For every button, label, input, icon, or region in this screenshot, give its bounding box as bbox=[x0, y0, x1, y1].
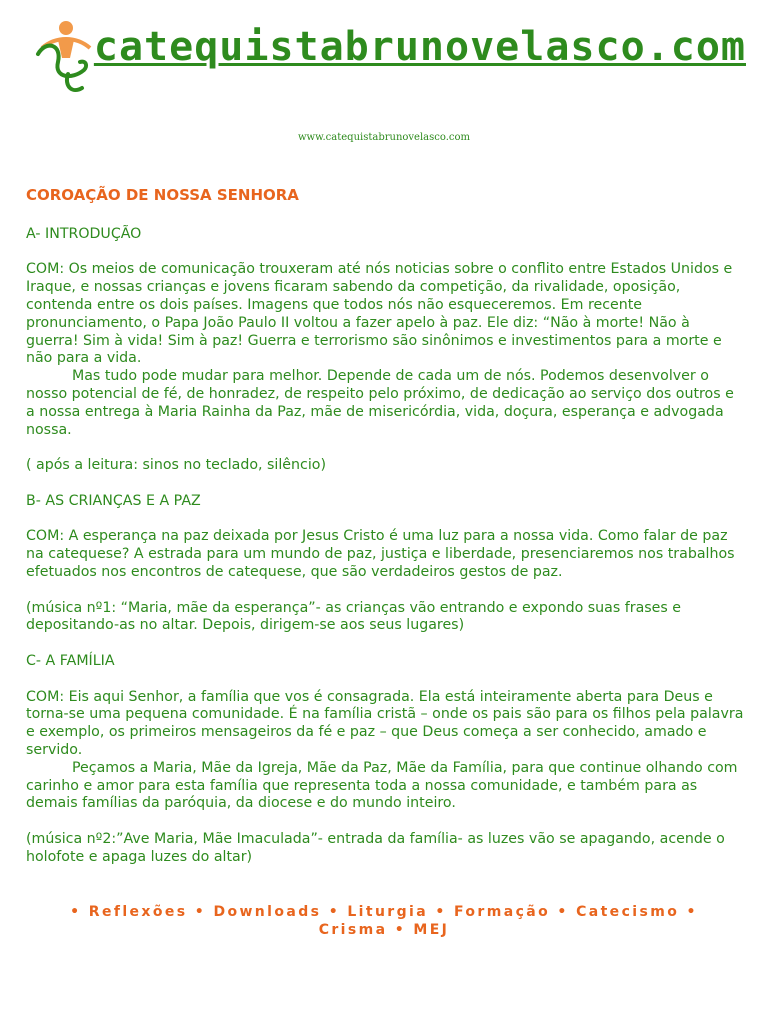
footer-bullet: • bbox=[194, 904, 207, 920]
section-c-heading: C- A FAMÍLIA bbox=[26, 652, 115, 669]
section-c-paragraph: Peçamos a Maria, Mãe da Igreja, Mãe da Paz, Mãe da Família, para que continue olhando com carinho e amor para esta família que representa toda a nossa comunidade, e também para as demais famílias da paróquia, da diocese e do mundo inteiro. bbox=[26, 759, 738, 812]
footer-link-catecismo[interactable]: Catecismo bbox=[576, 904, 680, 920]
section-b-com: COM: A esperança na paz deixada por Jesus Cristo é uma luz para a nossa vida. Como falar de paz na catequese? A estrada para um mundo de paz, justiça e liberdade, presenciaremos nos trabalhos efetuados nos encontros de catequese, que são verdadeiros gestos de paz. bbox=[26, 528, 735, 580]
footer-link-formacao[interactable]: Formação bbox=[454, 904, 551, 920]
footer-link-mej[interactable]: MEJ bbox=[413, 922, 450, 938]
site-title-link[interactable]: catequistabrunovelasco.com bbox=[93, 24, 746, 70]
section-a-heading: A- INTRODUÇÃO bbox=[26, 225, 142, 242]
footer-link-liturgia[interactable]: Liturgia bbox=[347, 904, 429, 920]
section-a-com: COM: Os meios de comunicação trouxeram até nós noticias sobre o conflito entre Estados Unidos e Iraque, e nossas crianças e jovens ficaram sabendo da competição, da rivalidade, oposição, contenda entre os dois países. Imagens que todos nós não esqueceremos. Em recente pronunciamento, o Papa João Paulo II voltou a fazer apelo à paz. Ele diz: “Não à morte! Não à guerra! Sim à vida! Sim à paz! Guerra e terrorismo são sinônimos e investimentos para a morte e não para a vida. bbox=[26, 261, 733, 367]
footer-link-reflexoes[interactable]: Reflexões bbox=[88, 904, 188, 920]
section-b-note: (música nº1: “Maria, mãe da esperança”- as crianças vão entrando e expondo suas frases e depositando-as no altar. Depois, dirigem-se aos seus lugares) bbox=[26, 599, 682, 634]
section-b-heading: B- AS CRIANÇAS E A PAZ bbox=[26, 492, 201, 509]
site-url: www.catequistabrunovelasco.com bbox=[298, 132, 470, 143]
footer-bullet: • bbox=[328, 904, 341, 920]
footer-link-downloads[interactable]: Downloads bbox=[213, 904, 322, 920]
footer-link-crisma[interactable]: Crisma bbox=[318, 922, 388, 938]
footer-bullet: • bbox=[70, 904, 82, 920]
footer-bullet: • bbox=[394, 922, 407, 938]
section-c-com: COM: Eis aqui Senhor, a família que vos é consagrada. Ela está inteiramente aberta para Deus e torna-se uma pequena comunidade. É na família cristã – onde os pais são para os filhos pela palavra e exemplo, os primeiros mensageiros da fé e paz – que Deus começa a ser conhecido, amado e servido. bbox=[26, 688, 744, 758]
section-a-paragraph: Mas tudo pode mudar para melhor. Depende de cada um de nós. Podemos desenvolver o nosso potencial de fé, de honradez, de respeito pelo próximo, de dedicação ao serviço dos outros e a nossa entrega à Maria Rainha da Paz, mãe de misericórdia, vida, doçura, esperança e advogada nossa. bbox=[26, 368, 734, 438]
footer-bullet: • bbox=[557, 904, 569, 920]
footer-nav bbox=[40, 903, 728, 939]
section-c-note: (música nº2:”Ave Maria, Mãe Imaculada”- entrada da família- as luzes vão se apagando, acende o holofote e apaga luzes do altar) bbox=[26, 830, 725, 865]
footer-bullet: • bbox=[686, 904, 698, 920]
footer-bullet: • bbox=[435, 904, 447, 920]
section-a-note: ( após a leitura: sinos no teclado, silêncio) bbox=[26, 457, 326, 474]
document-body bbox=[26, 182, 746, 866]
document-title: COROAÇÃO DE NOSSA SENHORA bbox=[26, 186, 299, 204]
